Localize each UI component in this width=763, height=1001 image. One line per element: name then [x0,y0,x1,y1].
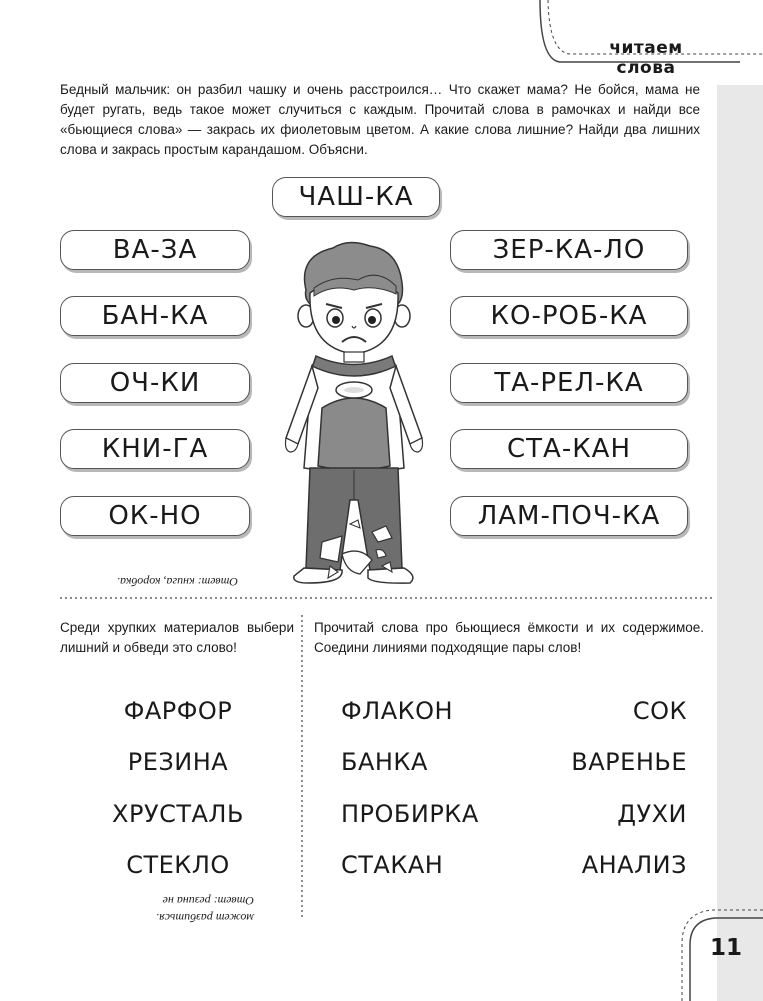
page-number: 11 [710,935,743,961]
word-box-right: ЛАМ-ПОЧ-КА [450,496,688,536]
word-box-left: ОК-НО [60,496,250,536]
word-box-right: ЗЕР-КА-ЛО [450,230,688,270]
broken-cup-shards [312,502,402,582]
page-margin-band [717,85,763,1001]
word-box-left: ОЧ-КИ [60,363,250,403]
content-word: СОК [632,697,687,725]
container-word: БАНКА [341,748,428,776]
material-word: ХРУСТАЛЬ [112,800,244,828]
container-word: ФЛАКОН [341,697,454,725]
word-box-left: КНИ-ГА [60,429,250,469]
material-word: СТЕКЛО [126,851,230,879]
word-box-left: БАН-КА [60,296,250,336]
task-right-text: Прочитай слова про бьющиеся ёмкости и их содержимое. Соедини линиями подходящие пары слов! [314,620,704,655]
intro-text: Бедный мальчик: он разбил чашку и очень расстроился… Что скажет мама? Не бойся, мама не будет ругать, ведь такое может случиться с каждым. Прочитай слова в рамочках и найди все «бьющиеся слова» — закрась их фиолетовым цветом. А какие слова лишние? Найди два лишних слова и закрась простым карандашом. Объясни. [60,82,700,157]
content-word: ДУХИ [617,800,687,828]
answer-2-line2: может разбиться. [156,911,254,925]
content-word: ВАРЕНЬЕ [571,748,687,776]
section-title: читаем слова [609,38,683,78]
container-word: ПРОБИРКА [341,800,479,828]
word-box-right: СТА-КАН [450,429,688,469]
material-word: РЕЗИНА [127,748,229,776]
task-left-text: Среди хрупких материалов выбери лишний и обведи это слово! [60,620,294,655]
answer-2-line1: Ответ: резина не [162,894,254,908]
word-box-right: ТА-РЕЛ-КА [450,363,688,403]
word-box-top: ЧАШ-КА [272,177,440,217]
container-word: СТАКАН [341,851,444,879]
material-word: ФАРФОР [123,697,233,725]
content-word: АНАЛИЗ [581,851,687,879]
answer-1: Ответ: книга, коробка. [117,575,238,589]
word-box-right: КО-РОБ-КА [450,296,688,336]
word-box-left: ВА-ЗА [60,230,250,270]
